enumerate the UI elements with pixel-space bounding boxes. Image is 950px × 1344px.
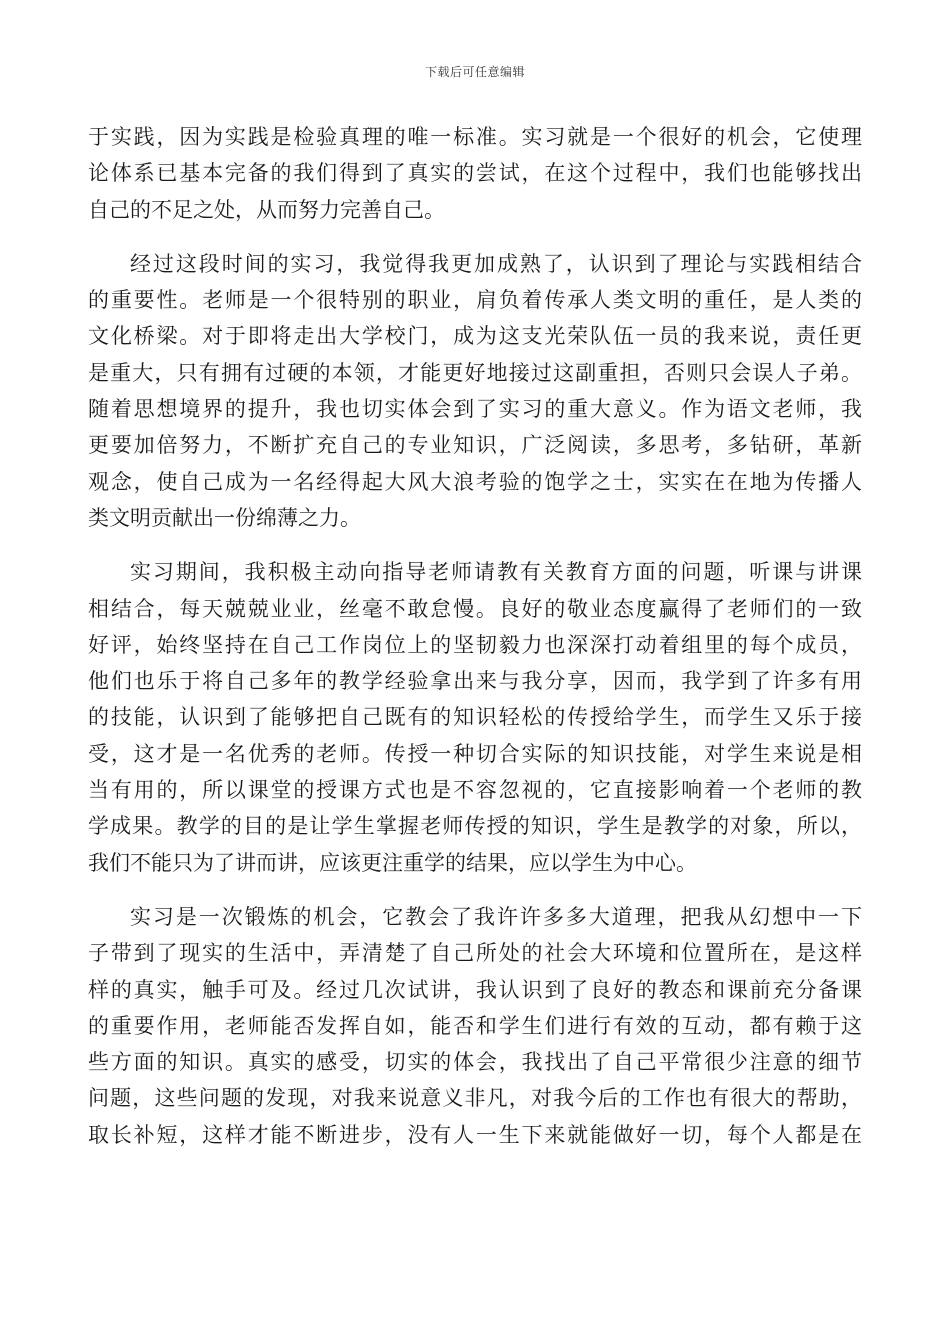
- document-body: [88, 119, 862, 1171]
- text-line: 自己的不足之处，从而努力完善自己。: [88, 197, 445, 222]
- text-line: 些方面的知识。真实的感受，切实的体会，我找出了自己平常很少注意的细节: [88, 1050, 862, 1075]
- text-line: 随着思想境界的提升，我也切实体会到了实习的重大意义。作为语文老师，我: [88, 397, 862, 422]
- text-line: 文化桥梁。对于即将走出大学校门，成为这支光荣队伍一员的我来说，责任更: [88, 324, 862, 349]
- text-line: 观念，使自己成为一名经得起大风大浪考验的饱学之士，实实在在地为传播人: [88, 469, 862, 494]
- text-line: 受，这才是一名优秀的老师。传授一种切合实际的知识技能，对学生来说是相: [88, 741, 862, 766]
- text-line: 学成果。教学的目的是让学生掌握老师传授的知识，学生是教学的对象，所以，: [88, 814, 862, 839]
- text-line: 取长补短，这样才能不断进步，没有人一生下来就能做好一切，每个人都是在: [88, 1122, 862, 1147]
- text-line: 经过这段时间的实习，我觉得我更加成熟了，认识到了理论与实践相结合: [130, 251, 862, 276]
- text-line: 论体系已基本完备的我们得到了真实的尝试，在这个过程中，我们也能够找出: [88, 161, 862, 186]
- page-header: 下载后可任意编辑: [424, 65, 525, 79]
- text-line: 是重大，只有拥有过硬的本领，才能更好地接过这副重担，否则只会误人子弟。: [88, 360, 862, 385]
- text-line: 好评，始终坚持在自己工作岗位上的坚韧毅力也深深打动着组里的每个成员，: [88, 632, 862, 657]
- text-line: 更要加倍努力，不断扩充自己的专业知识，广泛阅读，多思考，多钻研，革新: [88, 433, 862, 458]
- text-line: 类文明贡献出一份绵薄之力。: [88, 505, 361, 530]
- paragraph-2: [88, 246, 862, 536]
- text-line: 的重要性。老师是一个很特别的职业，肩负着传承人类文明的重任，是人类的: [88, 288, 862, 313]
- text-line: 问题，这些问题的发现，对我来说意义非凡，对我今后的工作也有很大的帮助，: [88, 1086, 862, 1111]
- paragraph-4: [88, 899, 862, 1153]
- text-line: 的重要作用，老师能否发挥自如，能否和学生们进行有效的互动，都有赖于这: [88, 1013, 862, 1038]
- text-line: 他们也乐于将自己多年的教学经验拿出来与我分享，因而，我学到了许多有用: [88, 669, 862, 694]
- text-line: 我们不能只为了讲而讲，应该更注重学的结果，应以学生为中心。: [88, 850, 697, 875]
- text-line: 实习是一次锻炼的机会，它教会了我许许多多大道理，把我从幻想中一下: [130, 904, 862, 929]
- paragraph-3: [88, 554, 862, 881]
- paragraph-1: [88, 119, 862, 228]
- text-line: 相结合，每天兢兢业业，丝毫不敢怠慢。良好的敬业态度赢得了老师们的一致: [88, 596, 862, 621]
- text-line: 样的真实，触手可及。经过几次试讲，我认识到了良好的教态和课前充分备课: [88, 977, 862, 1002]
- text-line: 子带到了现实的生活中，弄清楚了自己所处的社会大环境和位置所在，是这样: [88, 941, 862, 966]
- text-line: 于实践，因为实践是检验真理的唯一标准。实习就是一个很好的机会，它使理: [88, 125, 862, 149]
- text-line: 的技能，认识到了能够把自己既有的知识轻松的传授给学生，而学生又乐于接: [88, 705, 862, 730]
- text-line: 实习期间，我积极主动向指导老师请教有关教育方面的问题，听课与讲课: [130, 560, 862, 585]
- text-line: 当有用的，所以课堂的授课方式也是不容忽视的，它直接影响着一个老师的教: [88, 778, 862, 803]
